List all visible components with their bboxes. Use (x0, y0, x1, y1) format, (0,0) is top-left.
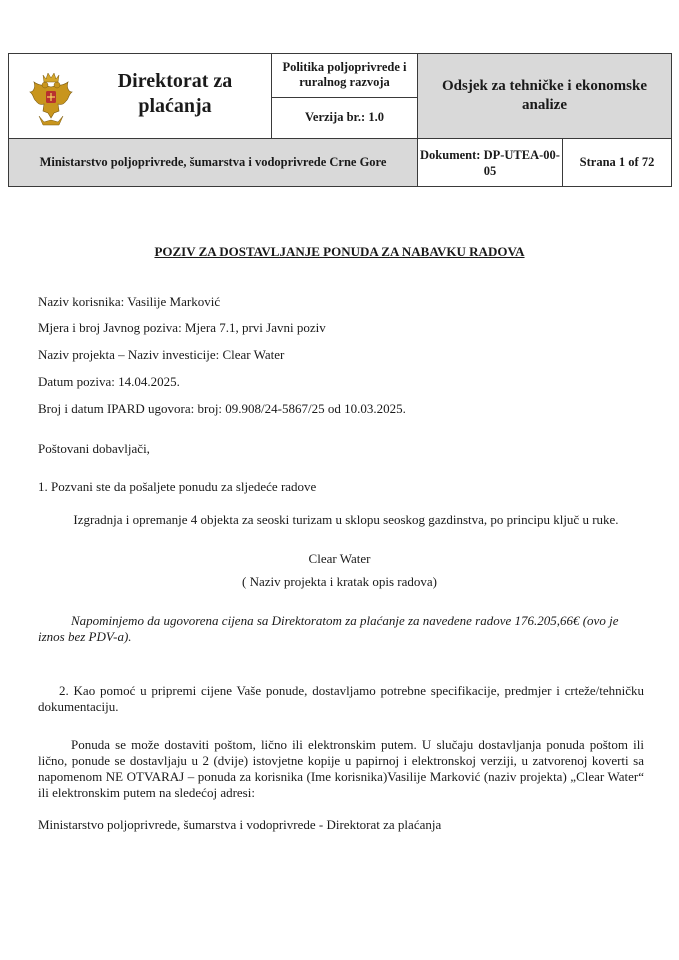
delivery-instructions: Ponuda se može dostaviti poštom, lično ili elektronskim putem. U slučaju dostavljanja ponuda poštom ili lično, ponude se dostavljaju u 2 (dvije) istovjetne kopije u papirnoj i elektronskoj verziji, u zatvorenoj koverti sa napomenom NE OTVARAJ – ponuda za korisnika (Ime korisnika)Vasilije Marković (naziv projekta) „Clear Water“ ili elektronskim putem na sledećoj adresi: (38, 737, 644, 800)
project-name: Clear Water (308, 551, 371, 566)
field-project: Naziv projekta – Naziv investicije: Clear Water (38, 347, 285, 362)
delivery-address: Ministarstvo poljoprivrede, šumarstva i vodoprivrede - Direktorat za plaćanja (38, 817, 442, 832)
section-cell: Odsjek za tehničke i ekonomske analize (418, 54, 672, 139)
point-2: 2. Kao pomoć u pripremi cijene Vaše ponude, dostavljamo potrebne specifikacije, predmjer i crteže/tehničku dokumentaciju. (38, 683, 644, 714)
field-date: Datum poziva: 14.04.2025. (38, 374, 180, 389)
field-measure: Mjera i broj Javnog poziva: Mjera 7.1, prvi Javni poziv (38, 320, 326, 335)
project-caption: ( Naziv projekta i kratak opis radova) (242, 574, 437, 589)
document-title: POZIV ZA DOSTAVLJANJE PONUDA ZA NABAVKU RADOVA (154, 244, 525, 259)
greeting: Poštovani dobavljači, (38, 441, 150, 456)
directorate-title: Direktorat za plaćanja (117, 70, 233, 117)
directorate-cell (9, 54, 272, 139)
field-contract: Broj i datum IPARD ugovora: broj: 09.908/24-5867/25 od 10.03.2025. (38, 401, 406, 416)
works-description: Izgradnja i opremanje 4 objekta za seoski turizam u sklopu seoskog gazdinstva, po principu ključ u ruke. (73, 512, 619, 527)
point-1: 1. Pozvani ste da pošaljete ponudu za sljedeće radove (38, 479, 317, 494)
ministry-cell: Ministarstvo poljoprivrede, šumarstva i vodoprivrede Crne Gore (9, 139, 418, 187)
field-beneficiary: Naziv korisnika: Vasilije Marković (38, 294, 221, 309)
version-cell: Verzija br.: 1.0 (272, 97, 418, 139)
document-code-cell: Dokument: DP-UTEA-00-05 (418, 139, 563, 187)
price-note: Napominjemo da ugovorena cijena sa Direktoratom za plaćanje za navedene radove 176.205,66€ (ovo je iznos bez PDV-a). (38, 613, 619, 644)
page-number-cell: Strana 1 of 72 (563, 139, 672, 187)
document-header-table (8, 53, 672, 187)
coat-of-arms-icon (29, 70, 73, 128)
policy-cell: Politika poljoprivrede i ruralnog razvoja (272, 54, 418, 98)
